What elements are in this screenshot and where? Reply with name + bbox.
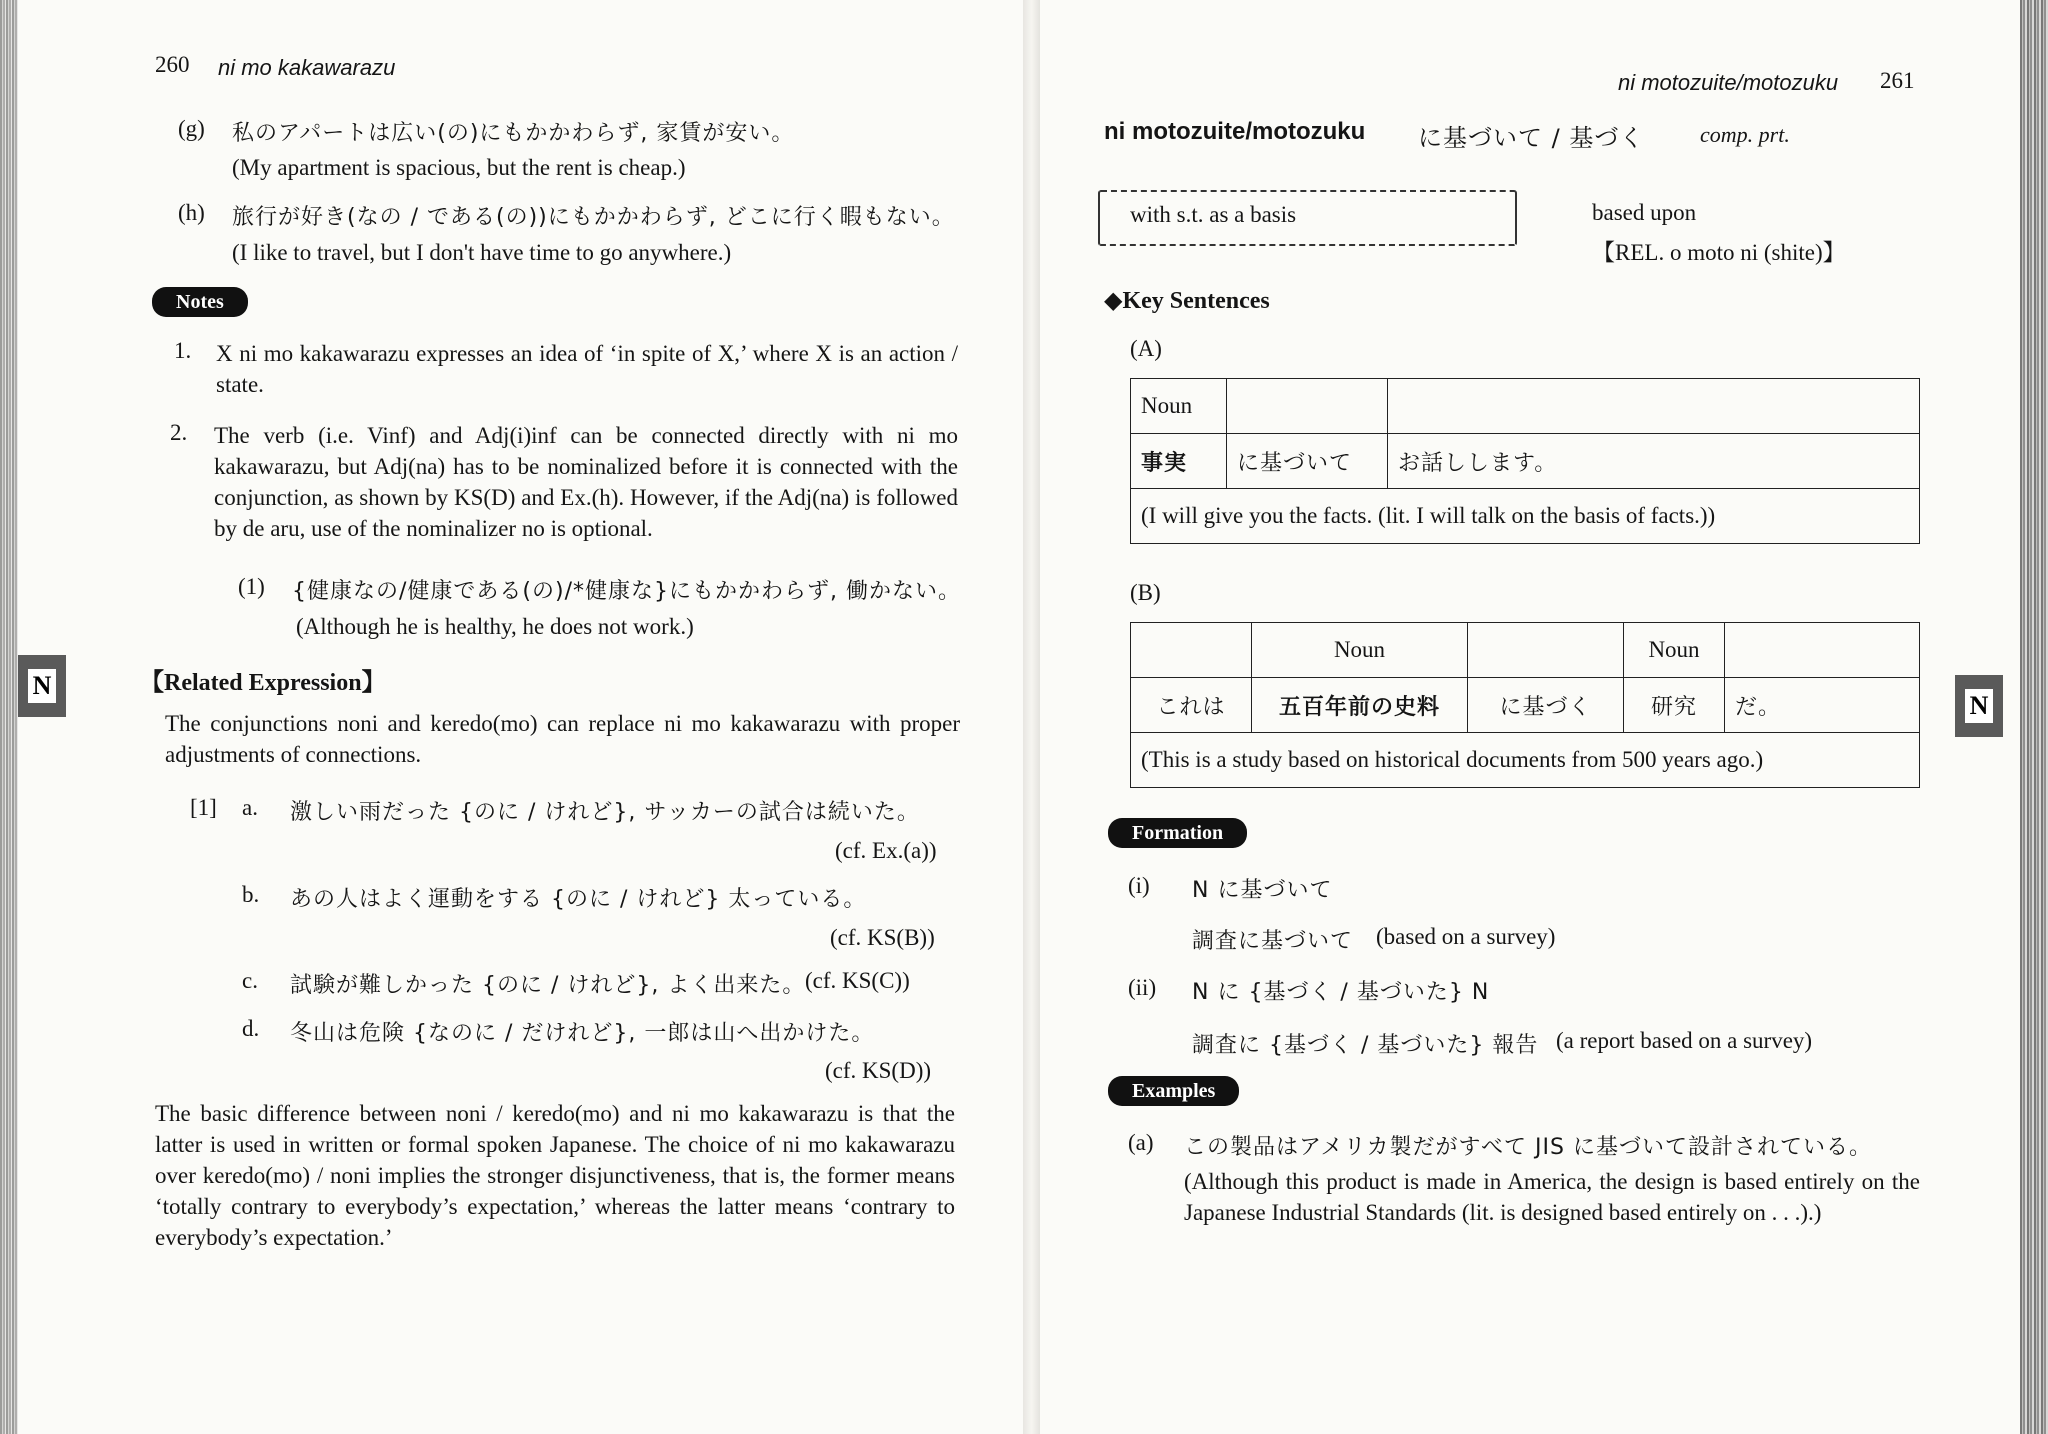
book-edge-left <box>0 0 20 1434</box>
ks-b-cell-copula: だ。 <box>1725 678 1920 733</box>
entry-title: ni motozuite/motozuku <box>1104 118 1366 145</box>
left-running-header: ni mo kakawarazu <box>218 55 396 80</box>
ks-a-header-empty <box>1227 379 1388 434</box>
ks-b-cell-noun-1: 五百年前の史料 <box>1252 678 1468 733</box>
ks-a-header-noun: Noun <box>1131 379 1227 434</box>
ks-b-label: (B) <box>1130 580 1161 605</box>
example-a-english: (Although this product is made in America, the design is based entirely on the Japanese Industrial Standards (lit. is designed based entirely on . . .).) <box>1184 1169 1920 1225</box>
ks-b-header-5 <box>1725 623 1920 678</box>
ks-b-cell-subject: これは <box>1131 678 1252 733</box>
table-row <box>1131 434 1920 489</box>
formation-i-pattern: N に基づいて <box>1192 878 1333 903</box>
formation-i-example-english: (based on a survey) <box>1376 924 1556 949</box>
ks-b-header-1 <box>1131 623 1252 678</box>
note-example-1-japanese: {健康なの/健康である(の)/*健康な}にもかかわらず, 働かない。 <box>292 579 961 604</box>
related-c-japanese: 試験が難しかった {のに / けれど}, よく出来た。 <box>290 973 806 998</box>
ks-a-cell-predicate: お話しします。 <box>1388 434 1920 489</box>
related-a-japanese: 激しい雨だった {のに / けれど}, サッカーの試合は続いた。 <box>290 800 920 825</box>
ks-b-header-3 <box>1468 623 1624 678</box>
table-row <box>1131 489 1920 544</box>
key-sentences-heading: ◆Key Sentences <box>1104 288 1270 314</box>
formation-ii-example-english: (a report based on a survey) <box>1556 1028 1813 1053</box>
related-d-cf: (cf. KS(D)) <box>825 1058 932 1083</box>
book-gutter <box>1023 0 1040 1434</box>
ks-a-cell-particle: に基づいて <box>1227 434 1388 489</box>
example-a-label: (a) <box>1128 1130 1154 1155</box>
example-h-english: (I like to travel, but I don't have time to go anywhere.) <box>232 240 732 265</box>
related-group-label: [1] <box>190 795 217 820</box>
meaning-box-text: with s.t. as a basis <box>1130 202 1297 227</box>
left-page-number: 260 <box>155 52 190 77</box>
formation-i-label: (i) <box>1128 873 1150 898</box>
ks-b-header-noun-1: Noun <box>1252 623 1468 678</box>
formation-ii-label: (ii) <box>1128 975 1157 1000</box>
related-c-cf: (cf. KS(C)) <box>805 968 910 993</box>
related-d-japanese: 冬山は危険 {なのに / だけれど}, 一郎は山へ出かけた。 <box>290 1021 875 1046</box>
right-running-header: ni motozuite/motozuku <box>1618 70 1839 95</box>
related-b-label: b. <box>242 882 260 907</box>
formation-ii-example-japanese: 調査に {基づく / 基づいた} 報告 <box>1192 1033 1539 1058</box>
related-c-label: c. <box>242 968 258 993</box>
thumb-index-letter: N <box>1965 689 1994 723</box>
example-h-label: (h) <box>178 200 205 225</box>
ks-b-cell-noun-2: 研究 <box>1624 678 1725 733</box>
book-edge-right <box>2020 0 2048 1434</box>
table-row <box>1131 733 1920 788</box>
ks-a-header-empty <box>1388 379 1920 434</box>
table-row <box>1131 678 1920 733</box>
closing-paragraph: The basic difference between noni / keredo(mo) and ni mo kakawarazu is that the latter is used in written or formal spoken Japanese. The choice of ni mo kakawarazu over keredo(mo) / noni implies the stronger disjunctiveness, that is, the former means ‘totally contrary to everybody’s expectation,’ whereas the latter means ‘contrary to everybody’s expectation.’ <box>155 1101 955 1250</box>
ks-a-label: (A) <box>1130 336 1162 361</box>
example-g-english: (My apartment is spacious, but the rent is cheap.) <box>232 155 686 180</box>
examples-label: Examples <box>1108 1076 1239 1106</box>
related-intro-text: The conjunctions noni and keredo(mo) can replace ni mo kakawarazu with proper adjustments of connections. <box>165 711 960 767</box>
related-expression-heading: 【Related Expression】 <box>140 670 386 696</box>
ks-a-cell-noun: 事実 <box>1131 434 1227 489</box>
formation-ii-pattern: N に {基づく / 基づいた} N <box>1192 980 1490 1005</box>
notes-label: Notes <box>152 287 248 317</box>
ks-b-table <box>1130 622 1920 788</box>
entry-part-of-speech: comp. prt. <box>1700 122 1790 147</box>
table-row <box>1131 379 1920 434</box>
ks-b-header-noun-2: Noun <box>1624 623 1725 678</box>
related-reference: 【REL. o moto ni (shite)】 <box>1592 240 1846 265</box>
related-d-label: d. <box>242 1016 260 1041</box>
formation-i-example-japanese: 調査に基づいて <box>1192 929 1354 954</box>
ks-b-translation: (This is a study based on historical documents from 500 years ago.) <box>1131 733 1920 788</box>
ks-b-cell-particle: に基づく <box>1468 678 1624 733</box>
right-page-number: 261 <box>1880 68 1915 93</box>
related-a-cf: (cf. Ex.(a)) <box>835 838 937 863</box>
note-2-number: 2. <box>170 420 188 445</box>
ks-a-translation: (I will give you the facts. (lit. I will talk on the basis of facts.)) <box>1131 489 1920 544</box>
related-b-cf: (cf. KS(B)) <box>830 925 935 950</box>
table-row <box>1131 623 1920 678</box>
note-1-number: 1. <box>174 338 192 363</box>
example-h-japanese: 旅行が好き(なの / である(の))にもかかわらず, どこに行く暇もない。 <box>232 205 955 230</box>
related-b-japanese: あの人はよく運動をする {のに / けれど} 太っている。 <box>290 887 867 912</box>
example-g-japanese: 私のアパートは広い(の)にもかかわらず, 家賃が安い。 <box>232 121 795 146</box>
note-example-1-label: (1) <box>238 574 265 599</box>
thumb-index-letter: N <box>28 669 57 703</box>
thumb-index-tab-left <box>18 655 66 717</box>
thumb-index-tab-right <box>1955 675 2003 737</box>
gloss-text: based upon <box>1592 200 1697 225</box>
example-a-japanese: この製品はアメリカ製だがすべて JIS に基づいて設計されている。 <box>1184 1135 1872 1160</box>
note-2-text: The verb (i.e. Vinf) and Adj(i)inf can be connected directly with ni mo kakawarazu, but Adj(na) has to be nominalized before it is connected with the conjunction, as shown by KS(D) and Ex.(h). However, if the Adj(na) is followed by de aru, use of the nominalizer no is optional. <box>214 423 958 541</box>
formation-label: Formation <box>1108 818 1247 848</box>
ks-a-table <box>1130 378 1920 544</box>
example-g-label: (g) <box>178 116 205 141</box>
note-example-1-english: (Although he is healthy, he does not work.) <box>296 614 694 639</box>
entry-japanese: に基づいて / 基づく <box>1418 124 1645 152</box>
note-1-text: X ni mo kakawarazu expresses an idea of ‘in spite of X,’ where X is an action / state. <box>216 341 958 397</box>
related-a-label: a. <box>242 795 258 820</box>
